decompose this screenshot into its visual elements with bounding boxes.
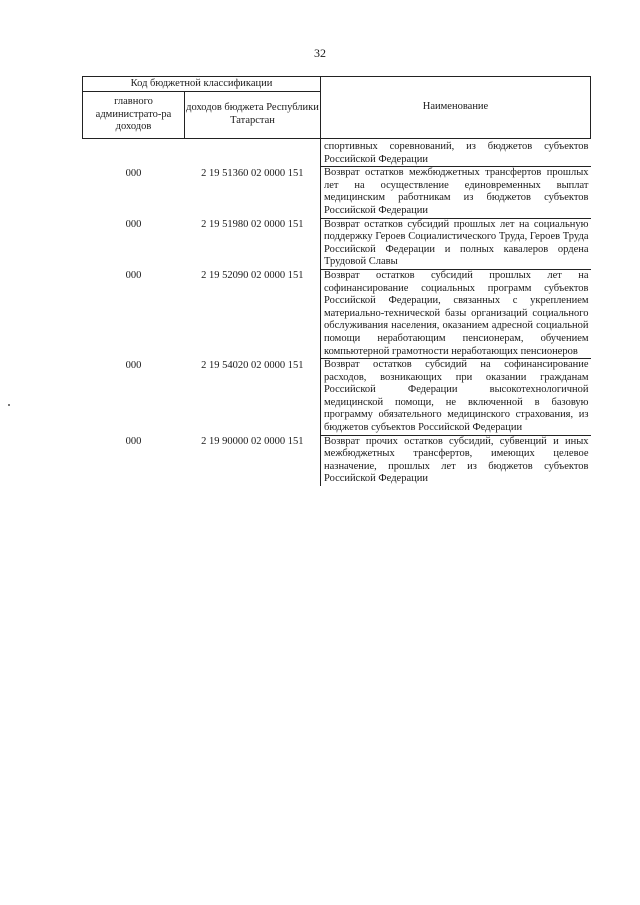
row-admin-code: 000 (125, 219, 142, 231)
row-admin-code (83, 139, 185, 167)
row-name: Возврат остатков межбюджетных трансфертов прошлых лет на осуществление единовременных выплат медицинским работникам из бюджетов субъектов Российской Федерации (321, 167, 591, 218)
header-income: доходов бюджета Республики Татарстан (185, 92, 321, 139)
row-name: Возврат остатков субсидий прошлых лет на софинансирование социальных программ субъектов Российской Федерации, связанных с укреплением материально-технической базы организаций социального обслуживания населения, оказанием адресной социальной помощи неработающим пенсионерам, обучением компьютерной грамотности неработающих пенсионеров (321, 269, 591, 358)
row-name: спортивных соревнований, из бюджетов субъектов Российской Федерации (321, 139, 591, 167)
page-number: 32 (314, 46, 326, 60)
row-income-code: 2 19 51360 02 0000 151 (201, 167, 304, 179)
table-row (83, 167, 591, 218)
row-income-code: 2 19 90000 02 0000 151 (201, 436, 304, 448)
header-name: Наименование (321, 77, 591, 139)
table-row (83, 435, 591, 486)
row-name: Возврат остатков субсидий на софинансирование расходов, возникающих при оказании гражданам Российской Федерации высокотехнологичной медицинской помощи, не включенной в базовую программу обязательного медицинского страхования, из бюджетов субъектов Российской Федерации (321, 359, 591, 436)
row-admin-code: 000 (125, 167, 142, 179)
row-admin-code: 000 (125, 270, 142, 282)
budget-classification-table (82, 76, 591, 486)
scan-speck (8, 404, 10, 406)
row-name: Возврат остатков субсидий прошлых лет на социальную поддержку Героев Социалистического Труда, Героев Труда Российской Федерации и полных кавалеров ордена Трудовой Славы (321, 218, 591, 269)
table-row (83, 139, 591, 167)
header-classification-code: Код бюджетной классификации (83, 77, 321, 92)
row-admin-code: 000 (125, 436, 142, 448)
row-name: Возврат прочих остатков субсидий, субвенций и иных межбюджетных трансфертов, имеющих целевое назначение, прошлых лет из бюджетов субъектов Российской Федерации (321, 435, 591, 486)
table-row (83, 269, 591, 358)
row-income-code: 2 19 54020 02 0000 151 (201, 359, 304, 371)
row-income-code (185, 139, 321, 167)
row-admin-code: 000 (125, 359, 142, 371)
header-admin: главного администрато-ра доходов (83, 92, 185, 139)
row-income-code: 2 19 51980 02 0000 151 (201, 219, 304, 231)
table-row (83, 359, 591, 436)
table-row (83, 218, 591, 269)
row-income-code: 2 19 52090 02 0000 151 (201, 270, 304, 282)
